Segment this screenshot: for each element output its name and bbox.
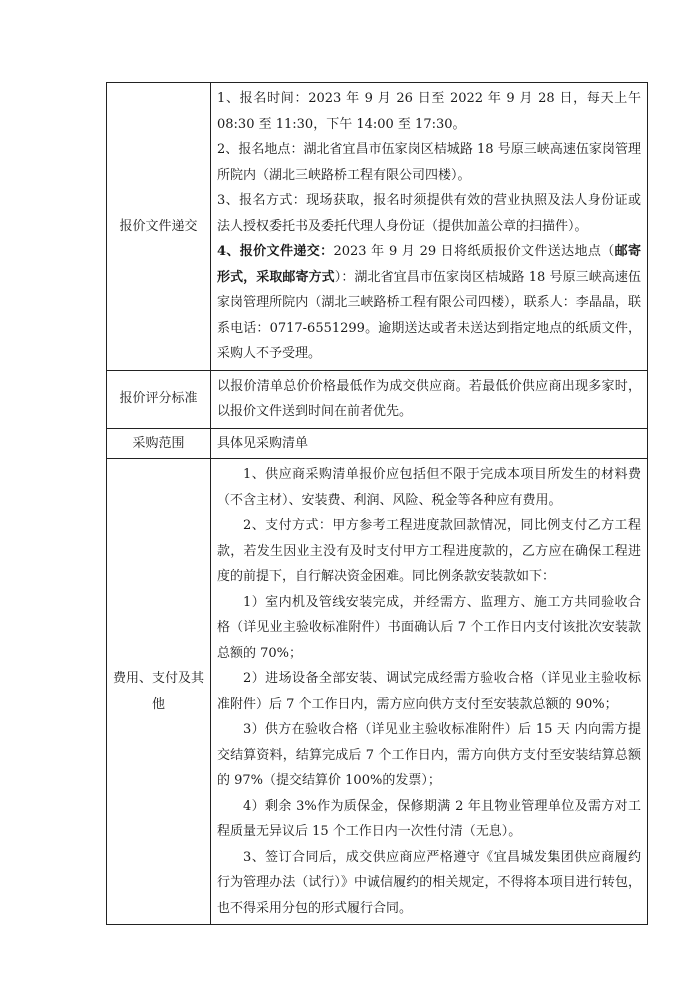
row-label-scope: 采购范围 — [107, 428, 211, 459]
row-content-submission — [211, 83, 648, 371]
scope-text: 具体见采购清单 — [217, 435, 309, 451]
row-label-fees: 费用、支付及其他 — [107, 459, 211, 925]
delivery-heading: 4、报价文件递交： — [217, 244, 334, 259]
fees-subitem-3: 3）供方在验收合格（详见业主验收标准附件）后 15 天 内向需方提交结算资料，结算完成后 7 个工作日内，需方向供方支付至安装结算总额的 97%（提交结算价 100%的发票）； — [217, 722, 641, 788]
row-label-submission: 报价文件递交 — [107, 83, 211, 371]
row-label-evaluation: 报价评分标准 — [107, 370, 211, 428]
submission-location: 2、报名地点：湖北省宜昌市伍家岗区桔城路 18 号原三峡高速伍家岗管理所院内（湖北三峡路桥工程有限公司四楼）。 — [217, 142, 641, 183]
fees-item-2: 2、支付方式：甲方参考工程进度款回款情况，同比例支付乙方工程款，若发生因业主没有及时支付甲方工程进度款的，乙方应在确保工程进度的前提下，自行解决资金困难。同比例条款安装款如下： — [217, 518, 641, 584]
table-row — [107, 83, 648, 371]
fees-subitem-2: 2）进场设备全部安装、调试完成经需方验收合格（详见业主验收标准附件）后 7 个工作日内，需方应向供方支付至安装款总额的 90%； — [217, 671, 641, 712]
submission-delivery — [217, 239, 641, 367]
evaluation-text: 以报价清单总价价格最低作为成交供应商。若最低价供应商出现多家时，以报价文件送到时间在前者优先。 — [217, 378, 641, 419]
document-table — [106, 82, 648, 925]
fees-subitem-1: 1）室内机及管线安装完成，并经需方、监理方、施工方共同验收合格（详见业主验收标准附件）书面确认后 7 个工作日内支付该批次安装款总额的 70%； — [217, 594, 641, 661]
delivery-mode: 邮寄形式，采取邮寄方式 — [217, 244, 642, 285]
table-row — [107, 370, 648, 428]
fees-item-1: 1、供应商采购清单报价应包括但不限于完成本项目所发生的材料费（不含主材）、安装费、利润、风险、税金等各种应有费用。 — [217, 467, 641, 508]
row-content-evaluation — [211, 370, 648, 428]
row-content-fees — [211, 459, 648, 925]
fees-subitem-4: 4）剩余 3%作为质保金，保修期满 2 年且物业管理单位及需方对工程质量无异议后 15 个工作日内一次性付清（无息）。 — [217, 798, 641, 839]
delivery-text-1: 2023 年 9 月 29 日将纸质报价文件送达地点（ — [333, 244, 615, 259]
table-row — [107, 459, 648, 925]
table-row — [107, 428, 648, 459]
submission-time: 1、报名时间：2023 年 9 月 26 日至 2022 年 9 月 28 日，每天上午 08:30 至 11:30，下午 14:00 至 17:30。 — [217, 91, 641, 132]
submission-method: 3、报名方式：现场获取，报名时须提供有效的营业执照及法人身份证或法人授权委托书及委托代理人身份证（提供加盖公章的扫描件）。 — [217, 193, 641, 234]
fees-item-3: 3、签订合同后，成交供应商应严格遵守《宜昌城发集团供应商履约行为管理办法（试行）》中诚信履约的相关规定，不得将本项目进行转包，也不得采用分包的形式履行合同。 — [217, 849, 641, 916]
row-content-scope — [211, 428, 648, 459]
delivery-text-2: ）：湖北省宜昌市伍家岗区桔城路 18 号原三峡高速伍家岗管理所院内（湖北三峡路桥工程有限公司四楼），联系人：李晶晶，联系电话：0717-6551299。逾期送达或者未送达到指定地点的纸质文件，采购人不予受理。 — [217, 269, 641, 361]
